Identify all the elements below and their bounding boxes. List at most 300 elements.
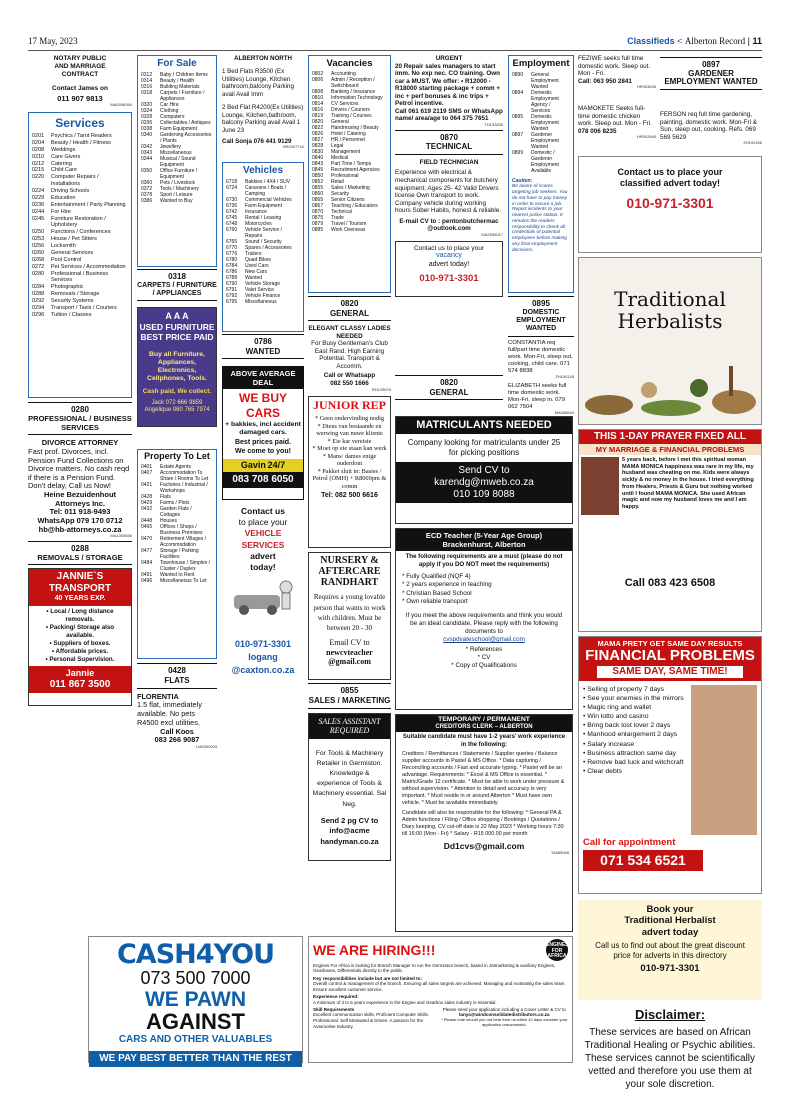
services-item-code: 0250 [32, 229, 45, 236]
divorce-ad [28, 434, 132, 538]
vehicles-item-code: 6730 [226, 197, 238, 204]
alb-ref: HR0007742 [282, 144, 304, 150]
alb-body1: 1 Bed Flats R3500 (Ex Utilities) Lounge, Kitchen bathroom,balcony Parking avail Avail Imm [222, 68, 294, 98]
ecd-items2 [396, 646, 572, 671]
sales-assistant-ad [308, 713, 391, 861]
elizabeth-ad [508, 383, 574, 416]
ecd-item2: * References [465, 645, 503, 653]
prayer-contact: Call 083 423 6508 [624, 577, 716, 589]
temp-sub: CREDITORS CLERK – ALBERTON [435, 724, 533, 731]
technical-title: TECHNICAL [425, 142, 473, 152]
services-item-code: 0224 [32, 188, 45, 195]
urgent-call: Call 061 619 2119 SMS or WhatsApp name/ area/age to 064 375 7651 [395, 107, 503, 123]
florentia-ad [137, 693, 217, 750]
vacancy-item-label: General [331, 119, 349, 126]
services-item-label: General Services [51, 249, 94, 256]
caution-title: Caution: [512, 178, 533, 185]
temp-intro: Suitable candidate must have 1-2 years' work experience in the following: [402, 734, 566, 748]
vehicles-item-label: Caravans / Boats / Camping [245, 185, 287, 198]
vehicles-item-code: 6742 [226, 209, 238, 216]
services-item-code: 0204 [32, 139, 45, 146]
hiring-skills-title: Skill Requirements [313, 1006, 355, 1012]
services-item-code: 0296 [32, 311, 45, 318]
services-item-code: 0244 [32, 208, 45, 215]
general2-title: GENERAL [429, 387, 469, 397]
forsale-item [141, 90, 213, 102]
junior-item: * Pakket sluit in: Basies / Petrol (OMH) + R8000pm & comm [312, 467, 387, 490]
services-index [28, 112, 132, 398]
vehicles-item-code: 6786 [226, 269, 238, 276]
vacancy-item-label: Recruitment Agencies [331, 167, 380, 174]
forsale-item-label: Building Materials [160, 84, 200, 90]
mama-item: • Salary increase [583, 740, 635, 748]
mamokete-ad [578, 105, 656, 140]
vacancy-item-label: Part Time / Temps [331, 161, 372, 168]
vacancy-item-label: Retail [331, 179, 344, 186]
vacancy-item-label: Legal [331, 143, 344, 150]
column-4 [308, 55, 391, 861]
ferson-ad [660, 111, 762, 146]
sa-title: SALES ASSISTANT REQUIRED [309, 714, 390, 739]
vacancy-item-code: 0816 [312, 107, 324, 114]
vehicle-advert-promo [222, 506, 304, 630]
employment-item [512, 150, 570, 174]
jannie-name: Jannie [65, 668, 95, 679]
forsale-item-label: Gardening Accessories / Plants [160, 132, 212, 144]
above-l1: WE BUY CARS [239, 391, 287, 420]
property-item-code: 0401 [141, 464, 153, 471]
services-title: Services [55, 115, 105, 130]
property-item [141, 578, 213, 584]
forsale-item-label: Farm Equipment [160, 126, 197, 132]
matriculants-ad [395, 416, 573, 524]
property-item-label: Offices / Shops / Business Premises [160, 524, 203, 537]
cash-l3: CARS AND OTHER VALUABLES [118, 1033, 273, 1045]
vacancy-item [312, 77, 387, 89]
divorce-body: Fast prof. Divorces, incl. Pension Fund Collections on Divorce matters. No cash reqd if there is a Pension Fund. Don't delay, Call us Now! [28, 446, 130, 491]
employment-item-label: Domestic / Gardener Employment Available [531, 150, 559, 175]
services-item-label: Child Care [51, 167, 77, 174]
property-item-code: 0477 [141, 548, 153, 555]
feziwe-ref: HR003636 [636, 84, 656, 90]
vehicles-item-code: 6745 [226, 215, 238, 222]
constantia-ref: ZH100145 [555, 374, 574, 380]
vacancy-item-code: 0810 [312, 95, 324, 102]
aaa-tel1: Jack 072 666 9859 [151, 399, 203, 406]
employment-item-label: Domestic Employment Agency / Services [531, 90, 559, 115]
junior-item: * Moet op eie staan kan werk [312, 445, 387, 453]
services-item [32, 147, 128, 154]
temp-banner [396, 715, 572, 732]
property-item-label: Accommodation To Share / Rooms To Let [160, 470, 209, 483]
services-item [32, 188, 128, 195]
services-item [32, 243, 128, 250]
mama-banner [579, 637, 761, 681]
forsale-item-label: Collectables / Antiques [160, 120, 211, 126]
forsale-item-label: Beauty / Health [160, 78, 195, 84]
alberton-north-ad [222, 55, 304, 150]
book-tel: 010-971-3301 [640, 963, 700, 975]
above-name-bar [223, 459, 303, 472]
elizabeth-body: ELIZABETH seeks full time domestic work. Mon-Fri, sleep in. 079 062 7504 [508, 382, 567, 411]
above-247: 24/7 [267, 460, 286, 471]
jannie-item: • Suppliers of boxes. [49, 639, 111, 647]
veh-line: today! [250, 561, 276, 572]
mama-photo [691, 685, 757, 835]
cash-logo: CASH4YOU [116, 939, 274, 970]
vehicles-title: Vehicles [242, 165, 284, 177]
feziwe-tel: Call: 063 950 2841 [578, 77, 632, 85]
vacancy-item-code: 0885 [312, 227, 324, 234]
property-item [141, 470, 213, 482]
elizabeth-ref: MA058644 [554, 410, 574, 416]
services-item-label: Education [51, 194, 76, 201]
services-item-code: 0215 [32, 167, 45, 174]
vacancy-item-label: Information Technology [331, 95, 383, 102]
services-item-code: 0201 [32, 133, 45, 140]
forsale-item [141, 168, 213, 180]
forsale-item-code: 0350 [141, 168, 153, 174]
hiring-resp: Overall control & management of the branch. Ensuring all sales targets are achieved. Managing and motivating the sales team. Ensure excellent customer service. [313, 981, 566, 992]
vacancy-item-label: Medical [331, 155, 349, 162]
vehicles-item-code: 6792 [226, 293, 238, 300]
property-item-label: Storage / Parking Facilities [160, 548, 199, 561]
employment-item [512, 90, 570, 114]
col5-general [395, 375, 503, 400]
mama-l2: SAME DAY, SAME TIME! [597, 666, 743, 678]
carpets-title: CARPETS / FURNITURE / APPLIANCES [137, 281, 217, 297]
vacancy-item-label: Technical [331, 209, 352, 216]
forsale-item [141, 198, 213, 204]
contact-line: vacancy [436, 252, 462, 260]
field-title: FIELD TECHNICIAN [419, 158, 479, 166]
services-item [32, 298, 128, 305]
junior-items [311, 415, 388, 490]
alb-call: Call Sonja 076 441 9129 [222, 137, 292, 145]
vacancy-item-label: CV Services [331, 101, 359, 108]
services-item-label: Locksmith [51, 243, 76, 250]
services-item-label: Functions / Conferences [51, 229, 111, 236]
trad-title1: Traditional [614, 287, 726, 311]
services-item-code: 0245 [32, 215, 45, 222]
column-3 [222, 55, 304, 676]
services-item-code: 0284 [32, 284, 45, 291]
property-item-label: Townhouse / Simplex / Cluster / Duplex [160, 560, 211, 573]
flats-heading [137, 663, 217, 688]
services-item [32, 271, 128, 285]
general-title: GENERAL [329, 308, 370, 318]
services-item [32, 291, 128, 298]
aaa-body: Buy all Furniture, Appliances, Electronics, Cellphones, Tools. [147, 350, 207, 383]
services-item-label: Furniture Restoration / Upholstery [51, 215, 106, 229]
jannie-title: JANNIE`S TRANSPORT [48, 571, 112, 595]
employment-index [508, 55, 574, 293]
jannie-items [29, 606, 131, 666]
contact-line: Contact us to place your [413, 244, 485, 252]
general2-code: 0820 [440, 378, 458, 387]
services-item-label: Weddings [51, 146, 76, 153]
veh-line: to place your [238, 517, 288, 528]
nursery-body: Requires a young lovable person that wants to work with children. Must be between 20 - 30 [313, 593, 386, 632]
nursery-title1: NURSERY & [320, 555, 379, 567]
vehicles-item-code: 6724 [226, 185, 238, 192]
removals-code: 0288 [71, 543, 89, 553]
classified-contact-l1: Contact us to place your [617, 167, 723, 177]
mama-tel: 071 534 6521 [583, 850, 703, 871]
services-item [32, 174, 128, 188]
property-item [141, 560, 213, 572]
aaa-title: A A A [165, 311, 189, 322]
vacancy-item-code: 0828 [312, 143, 324, 150]
column-6 [508, 55, 574, 416]
mamokete-ref: HR002645 [636, 134, 656, 140]
book-herbalist-ad [578, 900, 762, 1000]
services-item-label: Pool Control [51, 256, 82, 263]
forsale-item-code: 0318 [141, 90, 153, 96]
hiring-logo-icon: ENGINES FOR AFRICA [546, 939, 568, 961]
urgent-title: URGENT [435, 55, 463, 62]
services-item-code: 0288 [32, 291, 45, 298]
mama-item: • Magic ring and wallet [583, 703, 652, 711]
mama-title: MAMA PRETY GET SAME DAY RESULTS [597, 639, 743, 648]
contact-tel: 010-971-3301 [419, 273, 479, 285]
employment-item-label: Domestic Employment Wanted [531, 114, 559, 133]
vacancy-item-code: 0852 [312, 179, 324, 186]
vacancy-item-label: Trade [331, 215, 344, 222]
mama-items [579, 681, 691, 835]
vacancy-item-code: 0830 [312, 149, 324, 156]
ecd-item: * 2 years experience in teaching [402, 581, 492, 588]
vacancy-item-code: 0827 [312, 137, 324, 144]
services-item [32, 250, 128, 257]
matric-title: MATRICULANTS NEEDED [396, 417, 572, 434]
caution-block [512, 178, 570, 253]
ecd-req: The following requirements are a must (please do not apply if you DO NOT meet the requirements) [405, 553, 563, 568]
florentia-tel: 083 266 9087 [154, 735, 200, 745]
employment-item [512, 114, 570, 132]
forsale-item-code: 0336 [141, 120, 153, 126]
divorce-whatsapp: WhatsApp 079 170 0712 [37, 515, 123, 525]
notary-line: Contact James on [52, 85, 108, 93]
cash-tel: 073 500 7000 [140, 968, 251, 988]
domestic-heading [508, 296, 574, 337]
mamokete-tel: 078 006 8235 [578, 127, 617, 135]
vehicles-item-label: Miscellaneous [245, 299, 277, 306]
field-tech-ad [395, 159, 503, 238]
mama-item: • See your enemies in the mirrors [583, 694, 684, 702]
above-l4: We come to you! [235, 447, 291, 455]
services-item-label: Catering [51, 160, 72, 167]
header-date: 17 May, 2023 [28, 36, 78, 46]
vehicles-item-code: 6770 [226, 245, 238, 252]
vacancy-item-code: 0806 [312, 77, 324, 84]
vehicles-item-label: Rental / Leasing [245, 215, 282, 222]
vacancy-item-code: 0840 [312, 155, 324, 162]
mama-item: • Selling of property 7 days [583, 685, 664, 693]
gardener-code: 0897 [702, 60, 720, 69]
prayer-body: 5 years back, before I met this spiritual woman MAMA MONICA happiness was rare in my life, my husband was cheating on me. Kids were always sickly & no money in the house. I tried everything from Healers, Priests & Guru but nothing worked until I found MAMA MONICA. She used African magic and now my husband loves me and I am happy. [622, 457, 754, 510]
property-item [141, 548, 213, 560]
elegant-ref: RH125676 [371, 386, 391, 392]
divorce-tel: Tel: 011 918-9493 [49, 507, 111, 517]
employment-item-label: General Employment Wanted [531, 72, 559, 91]
disclaimer-title: Disclaimer: [634, 1007, 706, 1022]
flats-code: 0428 [168, 666, 186, 676]
vehicles-item-label: Vehicle Service / Repairs [245, 227, 282, 240]
herbs-illustration-icon [579, 360, 763, 420]
property-item-code: 0448 [141, 518, 153, 525]
employment-item-code: 0895 [512, 114, 524, 121]
above-l2: + bakkies, incl accident damaged cars. [225, 421, 301, 437]
junior-title: JUNIOR REP [312, 398, 386, 413]
veh-tel: 010-971-3301 [234, 639, 292, 650]
cash-footer: WE PAY BEST BETTER THAN THE REST [89, 1051, 302, 1067]
forsale-item-code: 0320 [141, 102, 153, 108]
forsale-index [137, 55, 217, 267]
aaa-cash: Cash paid, We collect. [142, 388, 212, 396]
trad-title2: Herbalists [617, 309, 723, 333]
property-item-code: 0429 [141, 500, 153, 507]
book-l3: advert today [641, 926, 699, 938]
vehicles-item-code: 6736 [226, 203, 238, 210]
vehicles-item-label: Wanted [245, 275, 263, 282]
services-item [32, 312, 128, 319]
forsale-item-code: 0343 [141, 150, 153, 156]
services-item-code: 0229 [32, 194, 45, 201]
contact-line: advert today! [428, 260, 470, 268]
header-section: Classifieds [627, 36, 675, 46]
hiring-ad [308, 936, 573, 1063]
temp-ref: TA685948 [550, 850, 569, 856]
services-item-code: 0260 [32, 249, 45, 256]
vehicles-item-label: Motorcycles [245, 221, 272, 228]
cash4you-ad [88, 936, 303, 1063]
constantia-ad [508, 340, 574, 380]
vehicles-item-code: 6790 [226, 281, 238, 288]
notary-line: CONTRACT [61, 71, 99, 79]
services-item-label: For Hire [51, 208, 71, 215]
forsale-item-code: 0386 [141, 198, 153, 204]
services-item-label: Care Givers [51, 153, 81, 160]
vehicles-item-label: Spares / Accessories [245, 245, 292, 252]
forsale-item-label: Jewellery [160, 144, 181, 150]
services-item-code: 0210 [32, 153, 45, 160]
property-item-label: Houses [160, 518, 177, 525]
aaa-line2: BEST PRICE PAID [140, 332, 214, 343]
sales-code: 0855 [340, 686, 359, 696]
vacancies-list [312, 71, 387, 233]
forsale-item-code: 0340 [141, 132, 153, 138]
employment-title: Employment [512, 58, 570, 69]
ecd-teacher-ad [395, 528, 573, 710]
jannie-footer [29, 666, 131, 693]
vacancy-item-label: Travel / Tourism [331, 221, 367, 228]
pbs-title: PROFESSIONAL / BUSINESS SERVICES [28, 414, 132, 433]
forsale-item-code: 0312 [141, 72, 153, 78]
employment-item-label: Gardener Employment Wanted [531, 132, 559, 151]
book-l2: Traditional Herbalist [624, 915, 716, 927]
hiring-intro: Engines For Africa is looking for Branch Manager to run the Germiston branch, based in Jetmarketing & auxiliary Engines, Gearboxes, Differentials directly to the public. [313, 963, 556, 974]
forsale-item [141, 132, 213, 144]
book-body: Call us to find out about the great discount price for adverts in this directory [595, 941, 745, 961]
aaa-tel2: Angelique 060 765 7974 [144, 407, 210, 414]
aaa-furniture-ad [137, 307, 217, 427]
services-item-label: House / Pet Sitters [51, 236, 97, 243]
forsale-item-code: 0344 [141, 156, 153, 162]
sa-send: Send 2 pg CV to info@acme handyman.co.za [320, 815, 379, 846]
florentia-body: 1.5 flat, immediately available. No pets R4500 excl utilities. [137, 700, 202, 727]
property-item-code: 0407 [141, 470, 153, 477]
constantia-body: CONSTANTIA req full/part time domestic work. Mon-Fri, sleep out, cooking, child care. 071 574 8838 [508, 339, 573, 375]
property-item-code: 0484 [141, 560, 153, 567]
vacancies-title: Vacancies [326, 58, 373, 69]
vehicles-index [222, 162, 304, 332]
vacancy-item-label: Banking / Insurance [331, 89, 376, 96]
forsale-item-code: 0324 [141, 108, 153, 114]
carpets-code: 0318 [168, 272, 186, 281]
veh-logan: logang [248, 651, 278, 662]
property-item [141, 524, 213, 536]
services-item-label: Tuition / Classes [51, 311, 92, 318]
florentia-contact: Call Koos [160, 726, 194, 736]
vehicles-item-code: 6780 [226, 257, 238, 264]
hiring-req: A minimum of 3 to 5 years experience in the Engine and Gearbox sales industry is essential. [313, 999, 497, 1005]
disclaimer-body: These services are based on African Traditional Healing or Psychic abilities. These services cannot be scientifically vetted and therefore you use them at your sole discretion. [584, 1026, 756, 1091]
property-item-label: Flats [160, 494, 171, 501]
nursery-title3: RANDHART [320, 577, 379, 589]
temp-title: TEMPORARY / PERMANENT [438, 716, 530, 723]
aaa-line1: USED FURNITURE [139, 322, 215, 333]
forsale-title: For Sale [157, 58, 197, 69]
employment-item-code: 0890 [512, 72, 524, 79]
property-item-label: Retirement Villages / Accommodation [160, 536, 207, 549]
jannie-item: • Personal Supervision. [45, 656, 115, 664]
vacancy-item-label: Admin / Reception / Switchboard [331, 77, 375, 90]
matric-tel: 010 109 8088 [453, 489, 515, 501]
divorce-title: DIVORCE ATTORNEY [41, 438, 119, 448]
employment-item-code: 0899 [512, 150, 524, 157]
jannie-sub: 40 YEARS EXP. [54, 595, 106, 603]
employment-list [512, 72, 570, 174]
feziwe-ad [578, 55, 656, 90]
mama-item: • Clear debts [583, 768, 623, 776]
wanted-title: WANTED [245, 346, 281, 356]
veh-line: VEHICLE [244, 528, 282, 539]
mamokete-body: MAMOKETE Seeks full-time domestic chicken work. Sleep out. Mon - Fri. [578, 105, 652, 128]
elegant-title: ELEGANT CLASSY LADIES NEEDED [308, 325, 391, 340]
prayer-sub: MY MARRIAGE & FINANCIAL PROBLEMS [579, 444, 761, 455]
services-item [32, 202, 128, 209]
elegant-ad [308, 325, 391, 392]
vacancy-item-label: Accounting [331, 71, 356, 78]
removals-title: REMOVALS / STORAGE [37, 553, 123, 563]
property-item-label: Factories / Industrial / Workshops [160, 482, 208, 495]
ecd-item: * Christian Based School [402, 589, 472, 597]
gardener-title: GARDENER EMPLOYMENT WANTED [664, 68, 758, 87]
cash-l1: WE PAWN [144, 987, 247, 1011]
caution-body: Be aware of scams targeting job seekers. You do not have to pay money in order to secure a job. Report incidents to your nearest police station. It remains the readers responsibility to check all credentials of potential employees before making any final employment decisions. [512, 184, 568, 253]
vacancy-item-label: Hairdressing / Beauty [331, 125, 379, 132]
services-item-code: 0208 [32, 146, 45, 153]
property-item-code: 0465 [141, 524, 153, 531]
vacancy-item-code: 0845 [312, 167, 324, 174]
technical-heading [395, 130, 503, 155]
property-index [137, 449, 217, 659]
services-item-code: 0292 [32, 298, 45, 305]
forsale-item-code: 0342 [141, 144, 153, 150]
pbs-heading [28, 402, 132, 433]
hiring-resp-title: Key responsibilities include but are not limited to: [313, 975, 422, 981]
